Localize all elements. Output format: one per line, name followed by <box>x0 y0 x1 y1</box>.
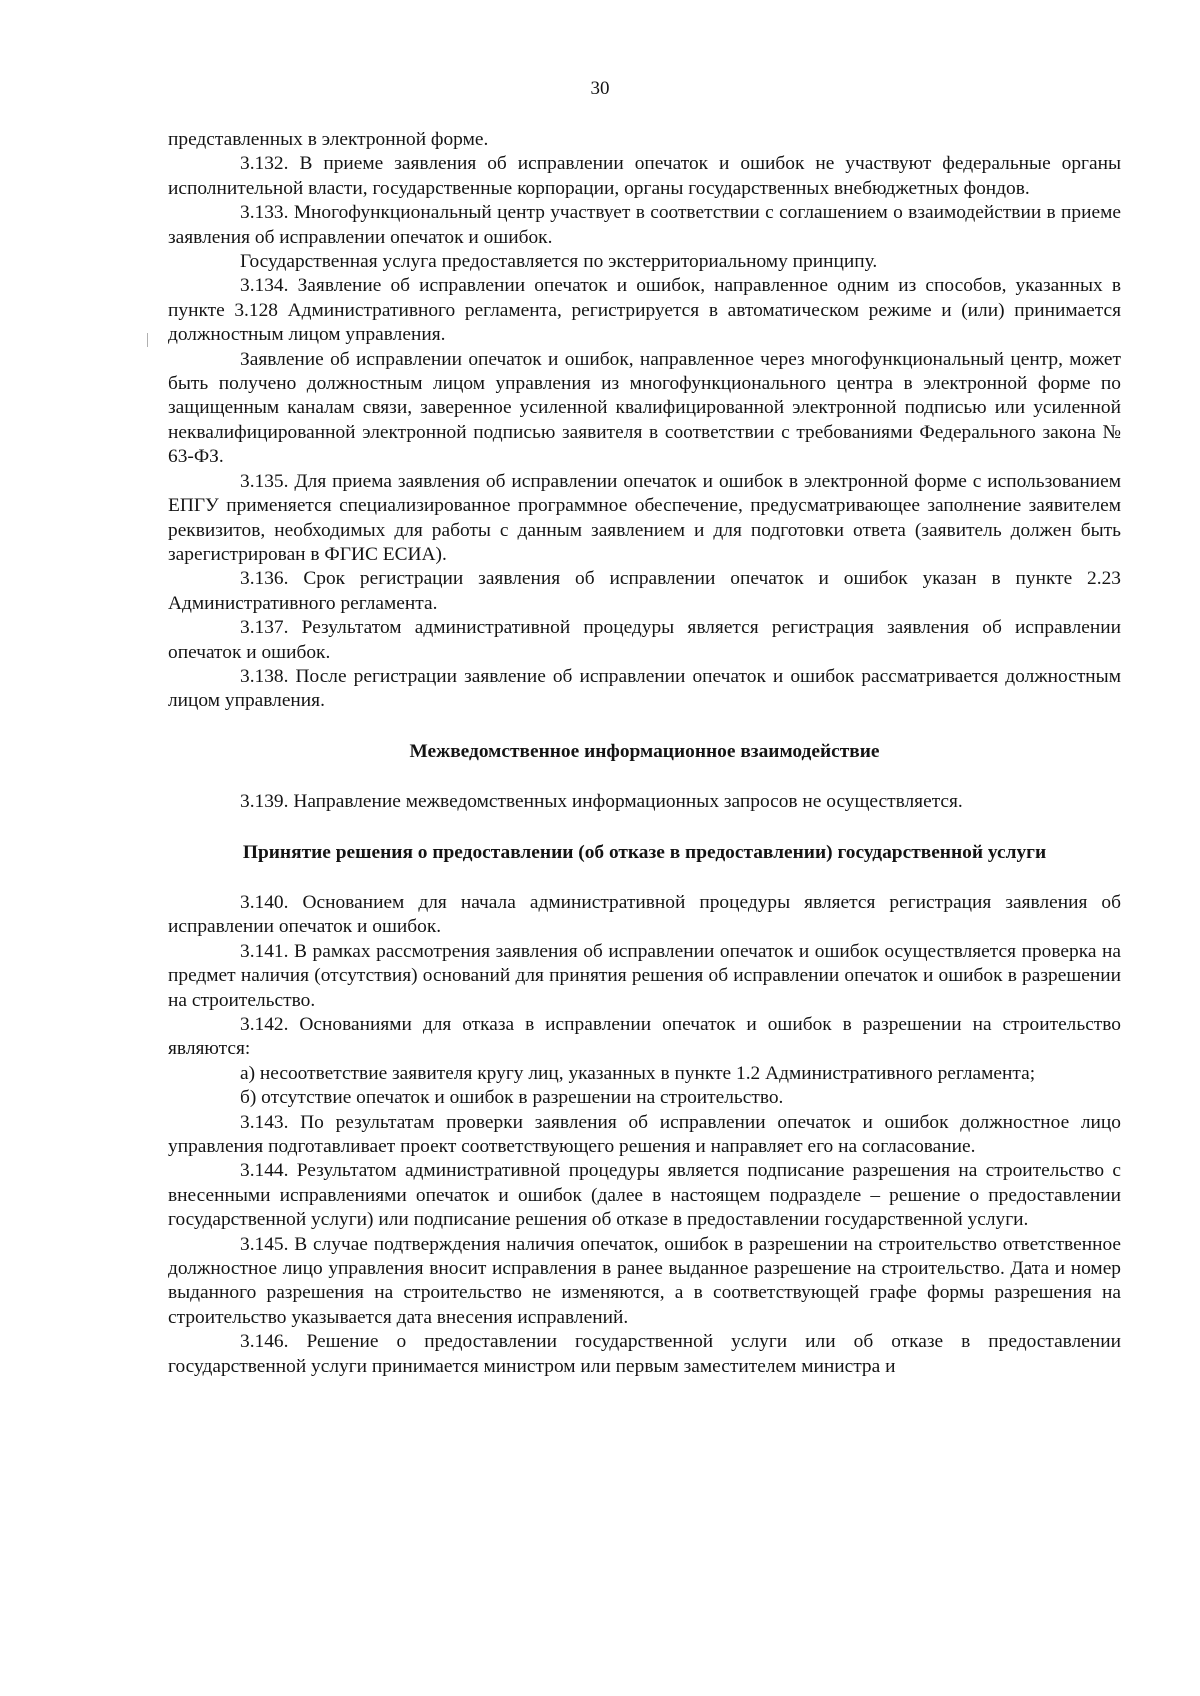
paragraph-3-135: 3.135. Для приема заявления об исправлении опечаток и ошибок в электронной форме с использованием ЕПГУ применяется специализированное программное обеспечение, предусматривающее заполнение заявителем реквизитов, необходимых для работы с данным заявлением и для подготовки ответа (заявитель должен быть зарегистрирован в ФГИС ЕСИА). <box>168 470 1121 565</box>
paragraph-3-143: 3.143. По результатам проверки заявления об исправлении опечаток и ошибок должностное лицо управления подготавливает проект соответствующего решения и направляет его на согласование. <box>168 1111 1121 1158</box>
paragraph-3-141: 3.141. В рамках рассмотрения заявления об исправлении опечаток и ошибок осуществляется проверка на предмет наличия (отсутствия) оснований для принятия решения об исправлении опечаток и ошибок в разрешении на строительство. <box>168 940 1121 1011</box>
paragraph-3-142: 3.142. Основаниями для отказа в исправлении опечаток и ошибок в разрешении на строительство являются: <box>168 1014 1121 1060</box>
paragraph-item-b: б) отсутствие опечаток и ошибок в разрешении на строительство. <box>240 1087 784 1109</box>
paragraph-3-138: 3.138. После регистрации заявление об исправлении опечаток и ошибок рассматривается должностным лицом управления. <box>168 665 1121 712</box>
paragraph-3-133: 3.133. Многофункциональный центр участвует в соответствии с соглашением о взаимодействии в приеме заявления об исправлении опечаток и ошибок. <box>168 202 1121 248</box>
section-heading-decision: Принятие решения о предоставлении (об отказе в предоставлении) государственной услуги <box>242 841 1047 863</box>
paragraph-3-144: 3.144. Результатом административной процедуры является подписание разрешения на строительство с внесенными исправлениями опечаток и ошибок (далее в настоящем подразделе – решение о предоставлении государственной услуги) или подписание решения об отказе в предоставлении государственной услуги. <box>168 1160 1121 1231</box>
paragraph-3-137: 3.137. Результатом административной процедуры является регистрация заявления об исправлении опечаток и ошибок. <box>168 617 1121 663</box>
margin-mark <box>147 333 148 347</box>
paragraph-continuation: представленных в электронной форме. <box>168 129 489 150</box>
paragraph-3-134: 3.134. Заявление об исправлении опечаток и ошибок, направленное одним из способов, указанных в пункте 3.128 Административного регламента, регистрируется в автоматическом режиме и (или) принимается должностным лицом управления. <box>168 275 1121 346</box>
document-body <box>168 128 1121 1379</box>
paragraph-extraterritorial: Государственная услуга предоставляется по экстерриториальному принципу. <box>240 251 878 273</box>
paragraph-mfc-application: Заявление об исправлении опечаток и ошибок, направленное через многофункциональный центр, может быть получено должностным лицом управления из многофункционального центра в электронной форме по защищенным каналам связи, заверенное усиленной квалифицированной электронной подписью или усиленной неквалифицированной электронной подписью заявителя в соответствии с требованиями Федерального закона № 63-ФЗ. <box>168 348 1121 468</box>
paragraph-3-139: 3.139. Направление межведомственных информационных запросов не осуществляется. <box>240 791 963 813</box>
page-number: 30 <box>590 78 610 99</box>
paragraph-3-132: 3.132. В приеме заявления об исправлении опечаток и ошибок не участвуют федеральные органы исполнительной власти, государственные корпорации, органы государственных внебюджетных фондов. <box>168 153 1121 199</box>
paragraph-3-136: 3.136. Срок регистрации заявления об исправлении опечаток и ошибок указан в пункте 2.23 Административного регламента. <box>168 568 1121 614</box>
section-heading-interagency: Межведомственное информационное взаимодействие <box>409 740 880 762</box>
paragraph-3-146: 3.146. Решение о предоставлении государственной услуги или об отказе в предоставлении государственной услуги принимается министром или первым заместителем министра и <box>168 1331 1121 1377</box>
paragraph-item-a: а) несоответствие заявителя кругу лиц, указанных в пункте 1.2 Административного регламента; <box>240 1062 1036 1084</box>
paragraph-3-140: 3.140. Основанием для начала административной процедуры является регистрация заявления об исправлении опечаток и ошибок. <box>168 891 1121 938</box>
paragraph-3-145: 3.145. В случае подтверждения наличия опечаток, ошибок в разрешении на строительство ответственное должностное лицо управления вносит исправления в ранее выданное разрешение на строительство. Дата и номер выданного разрешения на строительство не изменяются, а в соответствующей графе формы разрешения на строительство указывается дата внесения исправлений. <box>168 1233 1121 1328</box>
